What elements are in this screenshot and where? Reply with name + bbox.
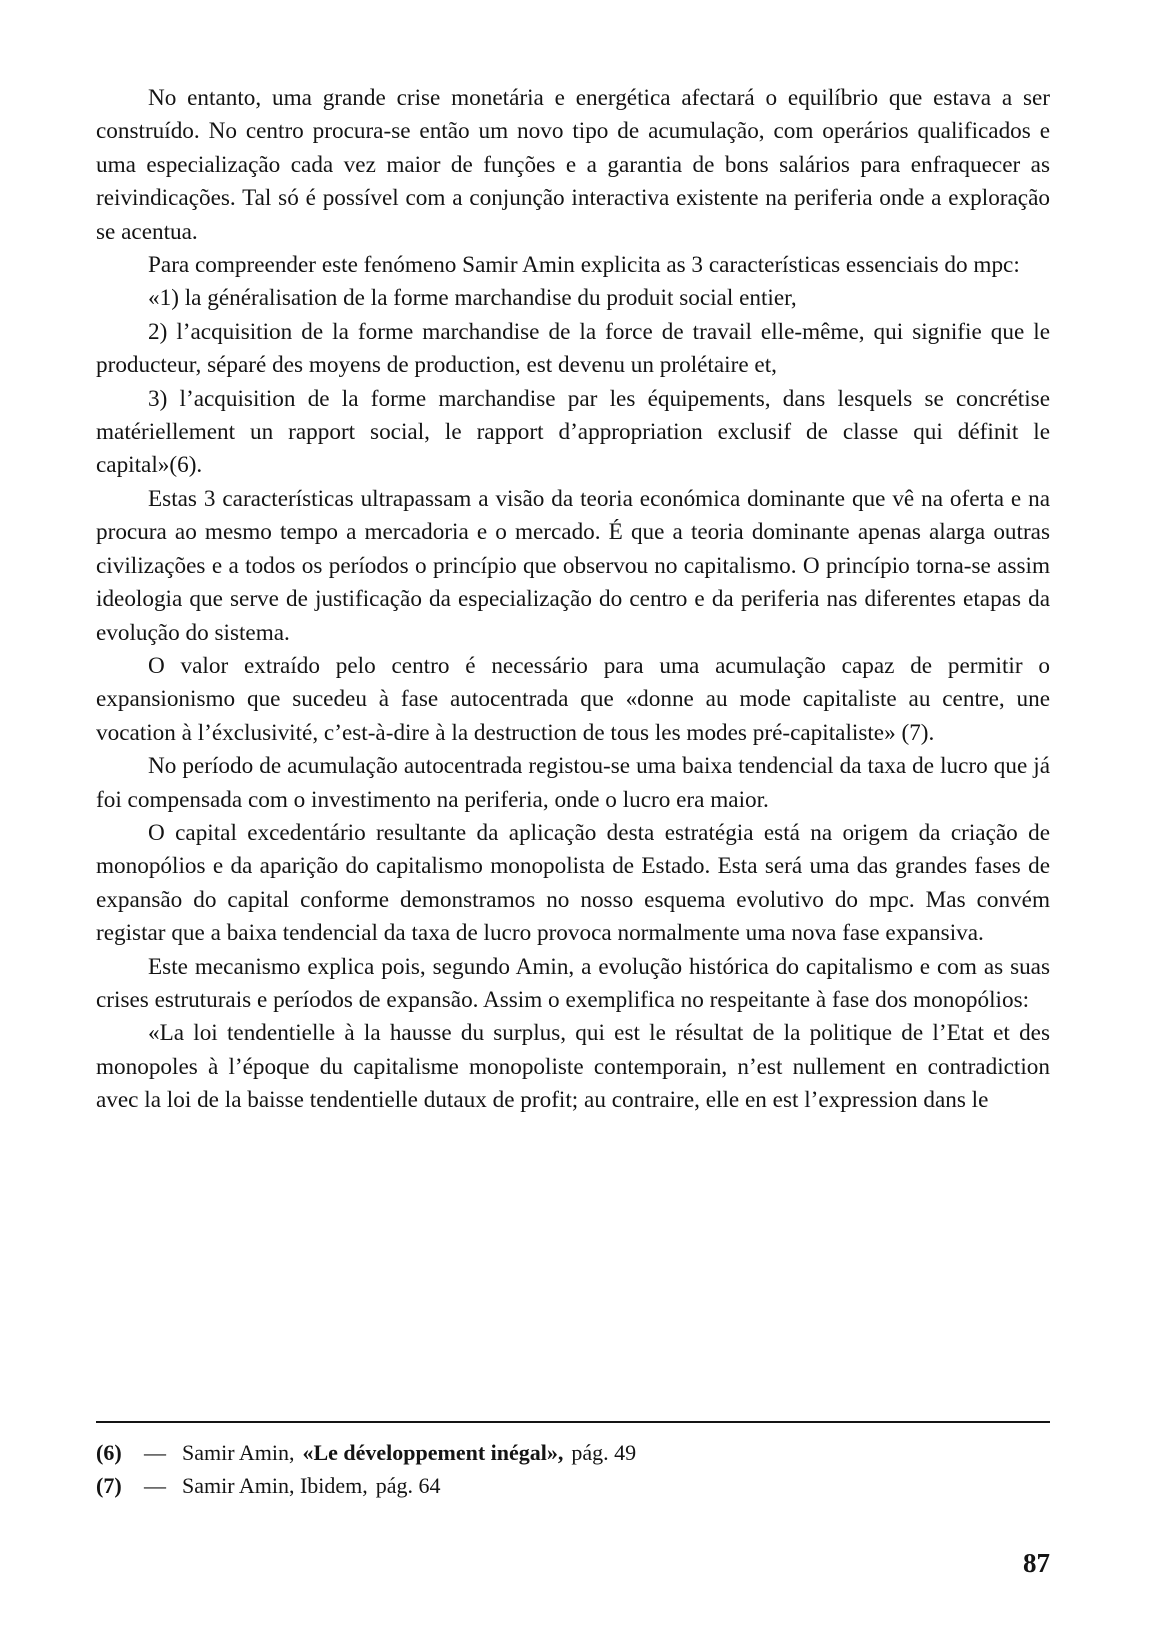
paragraph: No entanto, uma grande crise monetária e energética afectará o equilíbrio que estava a ser construído. No centro procura-se então um novo tipo de acumulação, com operários qualificados e uma especialização cada vez maior de funções e a garantia de bons salários para enfraquecer as reivindicações. Tal só é possível com a conjunção interactiva existente na periferia onde a exploração se acentua. <box>96 85 1050 245</box>
paragraph: Estas 3 características ultrapassam a visão da teoria económica dominante que vê na oferta e na procura ao mesmo tempo a mercadoria e o mercado. É que a teoria dominante apenas alarga outras civilizações e a todos os períodos o princípio que observou no capitalismo. O princípio torna-se assim ideologia que serve de justificação da especialização do centro e da periferia nas diferentes etapas da evolução do sistema. <box>96 485 1050 646</box>
footnote-title: «Le développement inégal», <box>302 1440 564 1465</box>
paragraph: O valor extraído pelo centro é necessário para uma acumulação capaz de permitir o expansionismo que sucedeu à fase autocentrada que «donne au mode capitaliste au centre, une vocation à l’éxclusivité, c’est-à-dire à la destruction de tous les modes pré-capitaliste» (7). <box>96 652 1050 746</box>
paragraph: O capital excedentário resultante da aplicação desta estratégia está na origem da criação de monopólios e da aparição do capitalismo monopolista de Estado. Esta será uma das grandes fases de expansão do capital conforme demonstramos no nosso esquema evolutivo do mpc. Mas convém registar que a baixa tendencial da taxa de lucro provoca normalmente uma nova fase expansiva. <box>96 819 1050 947</box>
footnote <box>96 1436 1050 1469</box>
footnote-page: pág. 49 <box>571 1440 637 1465</box>
quote-item: «1) la généralisation de la forme marchandise du produit social entier, <box>148 285 797 312</box>
quote-item: 2) l’acquisition de la forme marchandise de la force de travail elle-même, qui signifie que le producteur, séparé des moyens de production, est devenu un prolétaire et, <box>96 318 1050 379</box>
paragraph: Este mecanismo explica pois, segundo Amin, a evolução histórica do capitalismo e com as suas crises estruturais e períodos de expansão. Assim o exemplifica no respeitante à fase dos monopólios: <box>96 953 1050 1013</box>
footnote-dash: — <box>144 1440 166 1465</box>
footnote <box>96 1469 1050 1502</box>
footnote-page: pág. 64 <box>375 1473 441 1498</box>
footnote-divider <box>96 1421 1050 1423</box>
footnote-number: (7) <box>96 1473 122 1498</box>
paragraph: No período de acumulação autocentrada registou-se uma baixa tendencial da taxa de lucro que já foi compensada com o investimento na periferia, onde o lucro era maior. <box>96 753 1050 813</box>
page-number: 87 <box>1023 1548 1050 1578</box>
paragraph: Para compreender este fenómeno Samir Amin explicita as 3 características essenciais do mpc: <box>148 252 1020 279</box>
main-text <box>96 82 1050 1118</box>
footnotes <box>96 1436 1050 1502</box>
footnote-author: Samir Amin, <box>182 1440 295 1465</box>
footnote-dash: — <box>144 1473 166 1498</box>
quote-paragraph: «La loi tendentielle à la hausse du surplus, qui est le résultat de la politique de l’Etat et des monopoles à l’époque du capitalisme monopoliste contemporain, n’est nullement en contradiction avec la loi de la baisse tendentielle dutaux de profit; au contraire, elle en est l’expression dans le <box>96 1020 1050 1114</box>
quote-item: 3) l’acquisition de la forme marchandise par les équipements, dans lesquels se concrétise matériellement un rapport social, le rapport d’appropriation exclusif de classe qui définit le capital»(6). <box>96 385 1050 479</box>
footnote-number: (6) <box>96 1440 122 1465</box>
footnote-author: Samir Amin, Ibidem, <box>182 1473 368 1498</box>
